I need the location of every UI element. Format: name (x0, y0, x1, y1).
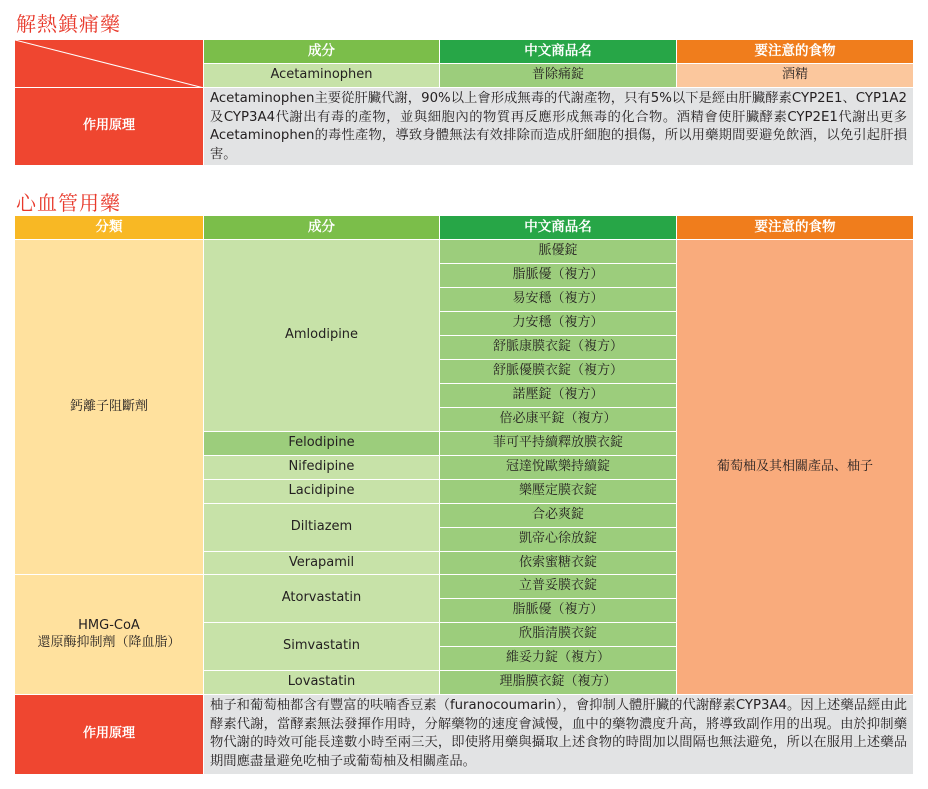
ingredient-cell: Simvastatin (204, 623, 440, 671)
category-cell: HMG-CoA 還原酶抑制劑（降血脂） (15, 575, 204, 695)
mechanism-text: 柚子和葡萄柚都含有豐富的呋喃香豆素（furanocoumarin），會抑制人體肝臟的代謝酵素CYP3A4。因上述藥品經由此酵素代謝，當酵素無法發揮作用時，分解藥物的速度會減慢，血中的藥物濃度升高，將導致副作用的出現。由於抑制藥物代謝的時效可能長達數小時至兩三天，即使將用藥與攝取上述食物的時間加以間隔也無法避免，所以在服用上述藥品期間應盡量避免吃柚子或葡萄柚及相關產品。 (204, 695, 914, 775)
header-food: 要注意的食物 (677, 216, 914, 240)
ingredient-cell: Nifedipine (204, 456, 440, 480)
ingredient-cell: Atorvastatin (204, 575, 440, 623)
brand-cell: 立普妥膜衣錠 (440, 575, 677, 599)
diagonal-line (15, 40, 204, 88)
brand-cell: 欣脂清膜衣錠 (440, 623, 677, 647)
brand-cell: 易安穩（複方） (440, 288, 677, 312)
ingredient-cell: Felodipine (204, 432, 440, 456)
brand-cell: 凱帝心徐放錠 (440, 528, 677, 552)
section2-title: 心血管用藥 (16, 191, 121, 215)
brand-cell: 舒脈康膜衣錠（複方） (440, 336, 677, 360)
brand-cell: 維妥力錠（複方） (440, 647, 677, 671)
ingredient-cell: Acetaminophen (204, 64, 440, 88)
mechanism-text: Acetaminophen主要從肝臟代謝，90%以上會形成無毒的代謝產物，只有5%以下是經由肝臟酵素CYP2E1、CYP1A2及CYP3A4代謝出有毒的產物，並與細胞內的物質再反應形成無毒的化合物。酒精會使肝臟酵素CYP2E1代謝出更多Acetaminophen的毒性產物，導致身體無法有效排除而造成肝細胞的損傷，所以用藥期間要避免飲酒，以免引起肝損害。 (204, 88, 914, 166)
brand-cell: 菲可平持續釋放膜衣錠 (440, 432, 677, 456)
food-cell: 葡萄柚及其相關產品、柚子 (677, 240, 914, 695)
header-ingredient: 成分 (204, 216, 440, 240)
brand-cell: 冠達悅歐樂持續錠 (440, 456, 677, 480)
brand-cell: 理脂膜衣錠（複方） (440, 671, 677, 695)
ingredient-cell: Verapamil (204, 552, 440, 575)
brand-cell: 樂壓定膜衣錠 (440, 480, 677, 504)
ingredient-cell: Lacidipine (204, 480, 440, 504)
brand-cell: 力安穩（複方） (440, 312, 677, 336)
brand-cell: 依索蜜糖衣錠 (440, 552, 677, 575)
header-category: 分類 (15, 216, 204, 240)
brand-cell: 脂脈優（複方） (440, 599, 677, 623)
brand-cell: 脈優錠 (440, 240, 677, 264)
brand-cell: 合必爽錠 (440, 504, 677, 528)
ingredient-cell: Amlodipine (204, 240, 440, 432)
mechanism-label: 作用原理 (15, 88, 204, 166)
brand-cell: 普除痛錠 (440, 64, 677, 88)
ingredient-cell: Diltiazem (204, 504, 440, 552)
brand-cell: 諾壓錠（複方） (440, 384, 677, 408)
header-food: 要注意的食物 (677, 40, 914, 64)
food-cell: 酒精 (677, 64, 914, 88)
ingredient-cell: Lovastatin (204, 671, 440, 695)
brand-cell: 倍必康平錠（複方） (440, 408, 677, 432)
header-brand: 中文商品名 (440, 216, 677, 240)
diagonal-corner-cell (15, 40, 204, 88)
header-brand: 中文商品名 (440, 40, 677, 64)
mechanism-label: 作用原理 (15, 695, 204, 775)
category-cell: 鈣離子阻斷劑 (15, 240, 204, 575)
header-ingredient: 成分 (204, 40, 440, 64)
brand-cell: 舒脈優膜衣錠（複方） (440, 360, 677, 384)
brand-cell: 脂脈優（複方） (440, 264, 677, 288)
section1-title: 解熱鎮痛藥 (16, 12, 121, 36)
